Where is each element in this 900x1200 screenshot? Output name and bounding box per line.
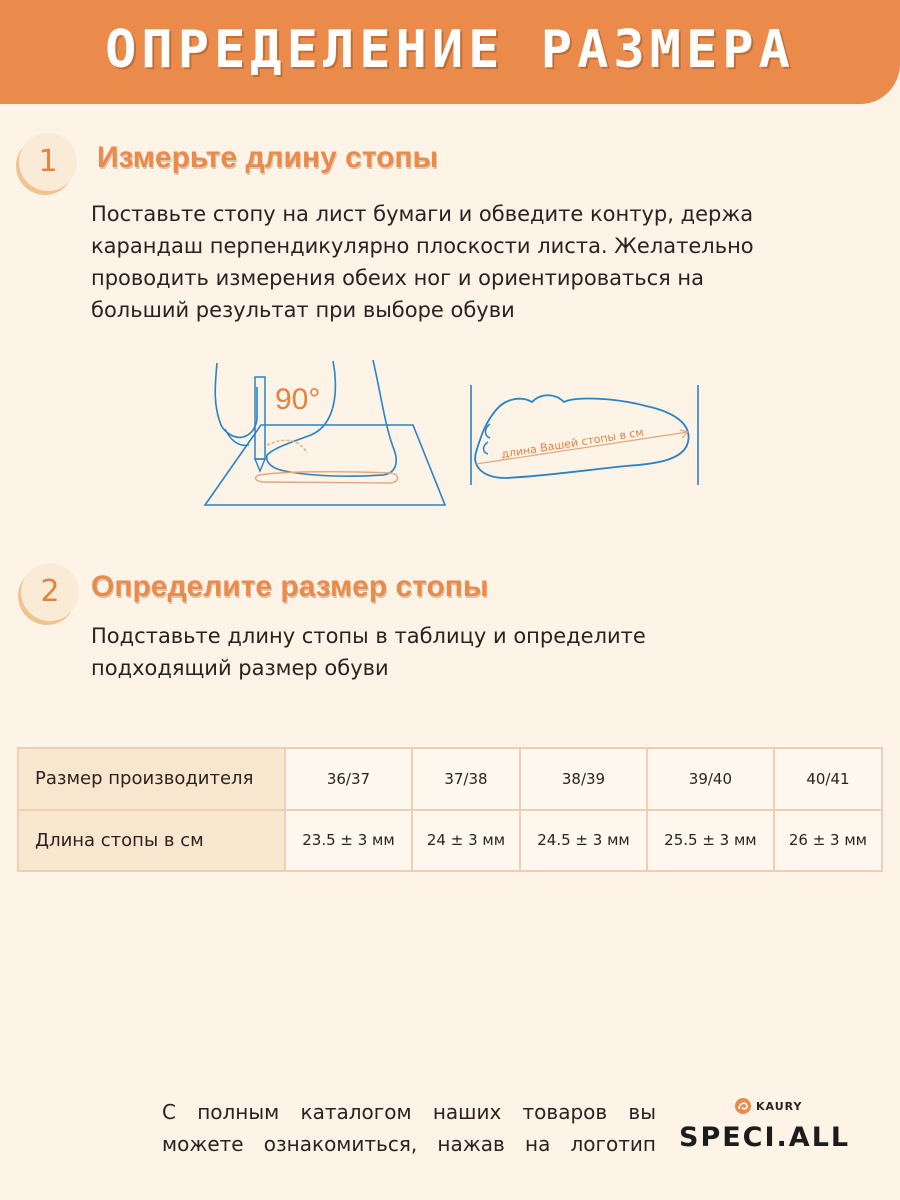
- hand-outline: [215, 363, 257, 437]
- table-cell: 23.5 ± 3 мм: [285, 810, 412, 872]
- angle-label: 90°: [275, 383, 321, 416]
- table-cell: 37/38: [412, 748, 520, 810]
- foot-on-paper-illustration: [195, 355, 455, 510]
- table-cell: 25.5 ± 3 мм: [647, 810, 774, 872]
- table-cell: 24.5 ± 3 мм: [520, 810, 647, 872]
- page-title: ОПРЕДЕЛЕНИЕ РАЗМЕРА: [105, 20, 795, 80]
- step-2-badge: 2: [21, 563, 79, 621]
- table-cell: 38/39: [520, 748, 647, 810]
- step-1-line: проводить измерения обеих ног и ориентироваться на: [91, 266, 705, 290]
- foot-length-illustration: [466, 380, 716, 490]
- step-1-description: [91, 198, 754, 326]
- table-row-lengths: [18, 810, 882, 872]
- speciall-wordmark: SPECI.ALL: [679, 1122, 851, 1153]
- step-1-badge: 1: [19, 133, 77, 191]
- step-2-line: подходящий размер обуви: [91, 656, 389, 680]
- table-row-header: Размер производителя: [18, 748, 285, 810]
- header-banner: [0, 0, 900, 104]
- step-2-line: Подставьте длину стопы в таблицу и определите: [91, 624, 646, 648]
- table-cell: 26 ± 3 мм: [774, 810, 882, 872]
- table-row-header: Длина стопы в см: [18, 810, 285, 872]
- table-cell: 24 ± 3 мм: [412, 810, 520, 872]
- step-1-line: Поставьте стопу на лист бумаги и обведите контур, держа: [91, 202, 754, 226]
- table-cell: 40/41: [774, 748, 882, 810]
- step-2-title: Определите размер стопы: [91, 570, 489, 603]
- table-cell: 39/40: [647, 748, 774, 810]
- step-1-line: больший результат при выборе обуви: [91, 298, 515, 322]
- step-1-line: карандаш перпендикулярно плоскости листа. Желательно: [91, 234, 754, 258]
- foot-outline: [267, 360, 396, 476]
- kaury-wordmark: KAURY: [756, 1099, 803, 1113]
- table-row-sizes: [18, 748, 882, 810]
- speciall-logo-link[interactable]: [676, 1094, 866, 1154]
- kaury-brand: [734, 1096, 802, 1116]
- table-cell: 36/37: [285, 748, 412, 810]
- footer-catalog-text: С полным каталогом наших товаров вы можете ознакомиться, нажав на логотип: [162, 1100, 656, 1156]
- kaury-logo-icon: [734, 1097, 752, 1115]
- step-1-title: Измерьте длину стопы: [97, 141, 439, 174]
- size-table: [17, 747, 883, 872]
- length-label: длина Вашей стопы в см: [500, 425, 645, 461]
- step-2-description: [91, 620, 646, 684]
- traced-contour: [256, 472, 398, 483]
